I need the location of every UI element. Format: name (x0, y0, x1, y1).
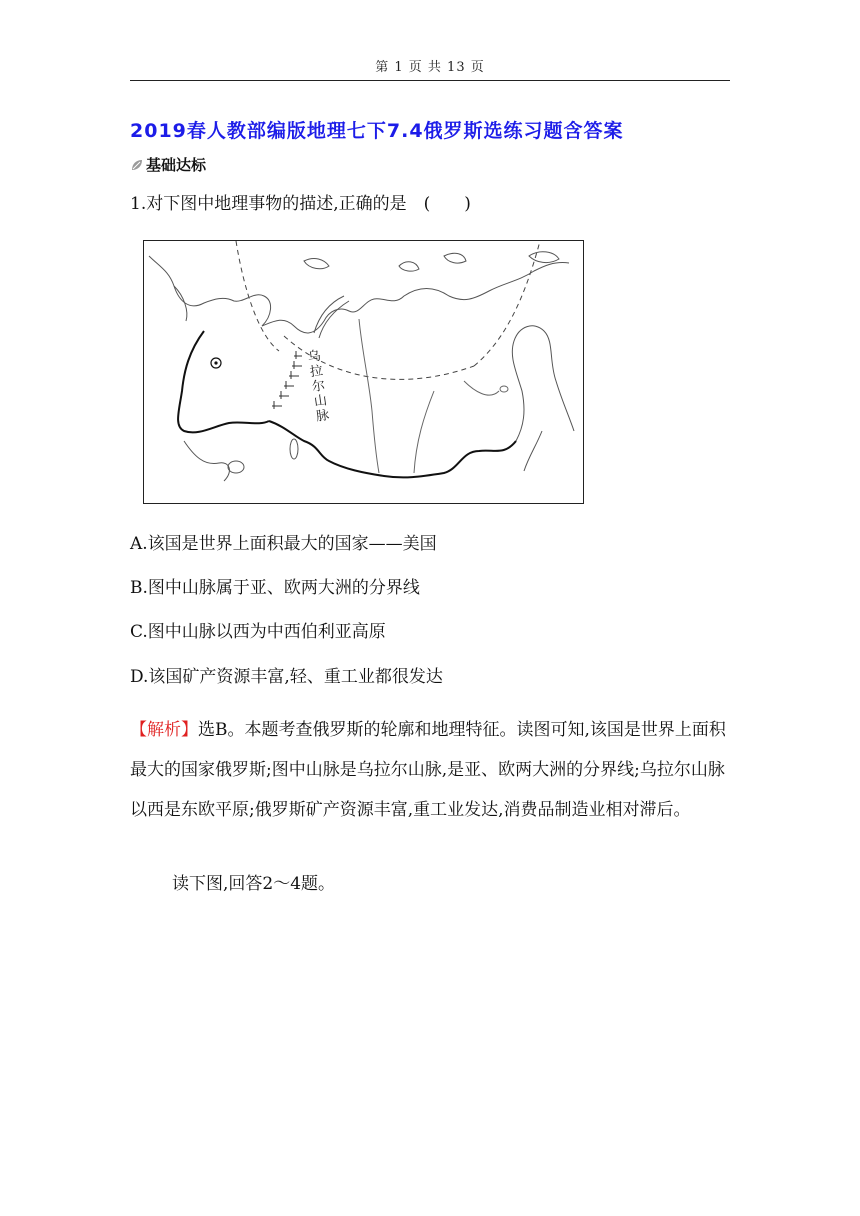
section-label: 基础达标 (146, 156, 207, 174)
next-question-prompt: 读下图,回答2～4题。 (172, 874, 336, 894)
option-a: A.该国是世界上面积最大的国家——美国 (130, 534, 437, 554)
map-border-south (269, 421, 516, 477)
map-east-graticule (474, 241, 540, 366)
mountain-label: 乌拉尔山脉 (306, 348, 331, 425)
option-c: C.图中山脉以西为中西伯利亚高原 (130, 622, 386, 642)
analysis-paragraph (130, 710, 730, 830)
option-b: B.图中山脉属于亚、欧两大洲的分界线 (130, 578, 420, 598)
russia-map (143, 240, 584, 504)
map-border-west (178, 331, 269, 432)
analysis-tag: 【解析】 (130, 720, 198, 740)
ural-mountain-symbols (272, 351, 302, 409)
header-divider (130, 80, 730, 81)
leaf-icon (130, 158, 144, 172)
section-heading (130, 154, 206, 175)
page-header: 第 1 页 共 13 页 (375, 60, 485, 75)
option-d: D.该国矿产资源丰富,轻、重工业都很发达 (130, 667, 443, 687)
question-stem: 1.对下图中地理事物的描述,正确的是 ( ) (130, 194, 471, 214)
map-arctic-coast (262, 263, 569, 333)
map-meridian (236, 241, 279, 351)
analysis-text: 选B。本题考查俄罗斯的轮廓和地理特征。读图可知,该国是世界上面积最大的国家俄罗斯;图中山脉是乌拉尔山脉,是亚、欧两大洲的分界线;乌拉尔山脉以西是东欧平原;俄罗斯矿产资源丰富,重工业发达,消费品制造业相对滞后。 (130, 720, 726, 820)
document-title: 2019春人教部编版地理七下7.4俄罗斯选练习题含答案 (130, 120, 624, 142)
